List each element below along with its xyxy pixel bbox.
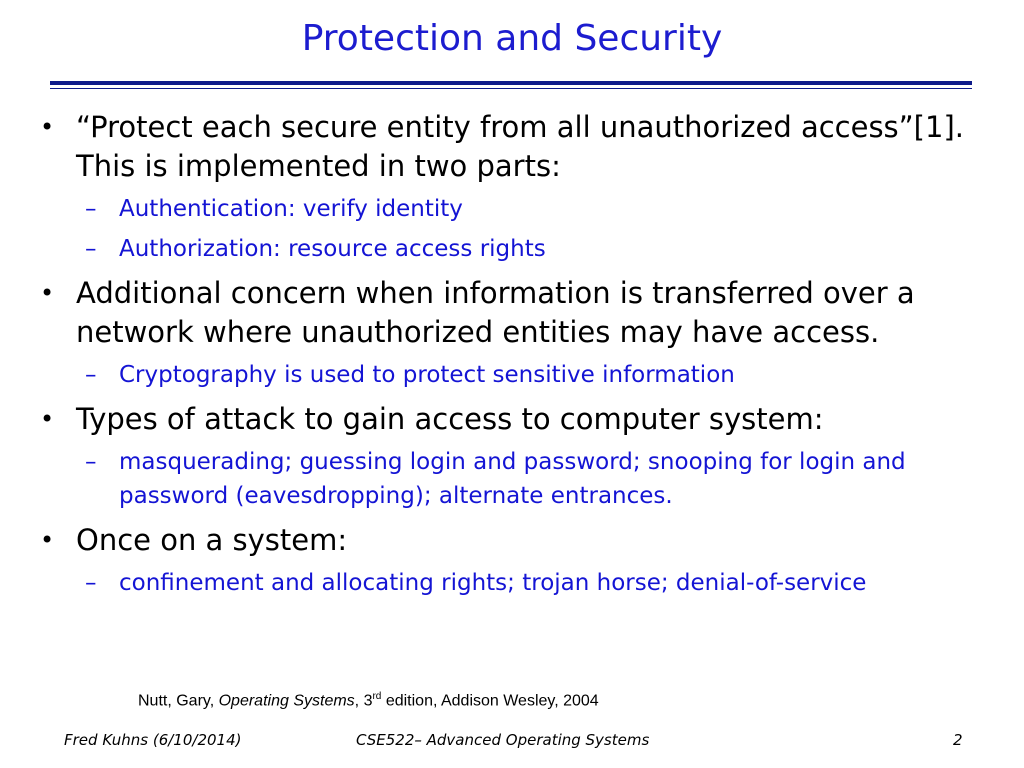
bullet-icon: • — [40, 113, 55, 141]
sub-bullet-text: Cryptography is used to protect sensitive information — [119, 362, 735, 388]
dash-icon: – — [85, 570, 97, 596]
sub-bullet-item — [40, 192, 1000, 226]
sub-bullet-item — [40, 358, 1000, 392]
bullet-text: Types of attack to gain access to computer system: — [76, 402, 824, 436]
sub-bullet-list — [40, 358, 1000, 392]
title-underline-thick — [50, 81, 972, 85]
sub-bullet-text: Authorization: resource access rights — [119, 236, 546, 262]
sub-bullet-text: confinement and allocating rights; trojan horse; denial-of-service — [119, 570, 867, 596]
dash-icon: – — [85, 196, 97, 222]
sub-bullet-list — [40, 445, 1000, 513]
sub-bullet-text: Authentication: verify identity — [119, 196, 463, 222]
sub-bullet-list — [40, 192, 1000, 266]
bullet-item — [40, 400, 1000, 439]
dash-icon: – — [85, 362, 97, 388]
dash-icon: – — [85, 236, 97, 262]
footer-course: CSE522– Advanced Operating Systems — [356, 731, 650, 749]
sub-bullet-list — [40, 566, 1000, 600]
sub-bullet-item — [40, 445, 1000, 513]
bullet-item — [40, 521, 1000, 560]
sub-bullet-text: masquerading; guessing login and password; snooping for login and password (eavesdropping); alternate entrances. — [119, 449, 906, 509]
slide-title: Protection and Security — [301, 18, 723, 59]
citation-publisher: edition, Addison Wesley, 2004 — [381, 692, 599, 710]
bullet-text: “Protect each secure entity from all unauthorized access”[1]. This is implemented in two parts: — [76, 110, 964, 183]
bullet-icon: • — [40, 405, 55, 433]
dash-icon: – — [85, 449, 97, 475]
title-underline-thin — [50, 88, 972, 89]
citation-book-title: Operating Systems — [218, 692, 355, 710]
footer-author-date: Fred Kuhns (6/10/2014) — [64, 731, 242, 749]
sub-bullet-item — [40, 232, 1000, 266]
bullet-icon: • — [40, 279, 55, 307]
citation-edition-number: , 3 — [354, 692, 373, 710]
citation — [138, 691, 599, 710]
bullet-item — [40, 274, 1000, 352]
bullet-icon: • — [40, 526, 55, 554]
bullet-item — [40, 108, 1000, 186]
citation-author: Nutt, Gary, — [138, 692, 219, 710]
citation-edition-suffix: rd — [372, 691, 382, 702]
bullet-text: Additional concern when information is transferred over a network where unauthorized entities may have access. — [76, 276, 915, 349]
footer-page-number: 2 — [953, 731, 963, 749]
bullet-list — [40, 108, 1000, 608]
sub-bullet-item — [40, 566, 1000, 600]
bullet-text: Once on a system: — [76, 523, 348, 557]
